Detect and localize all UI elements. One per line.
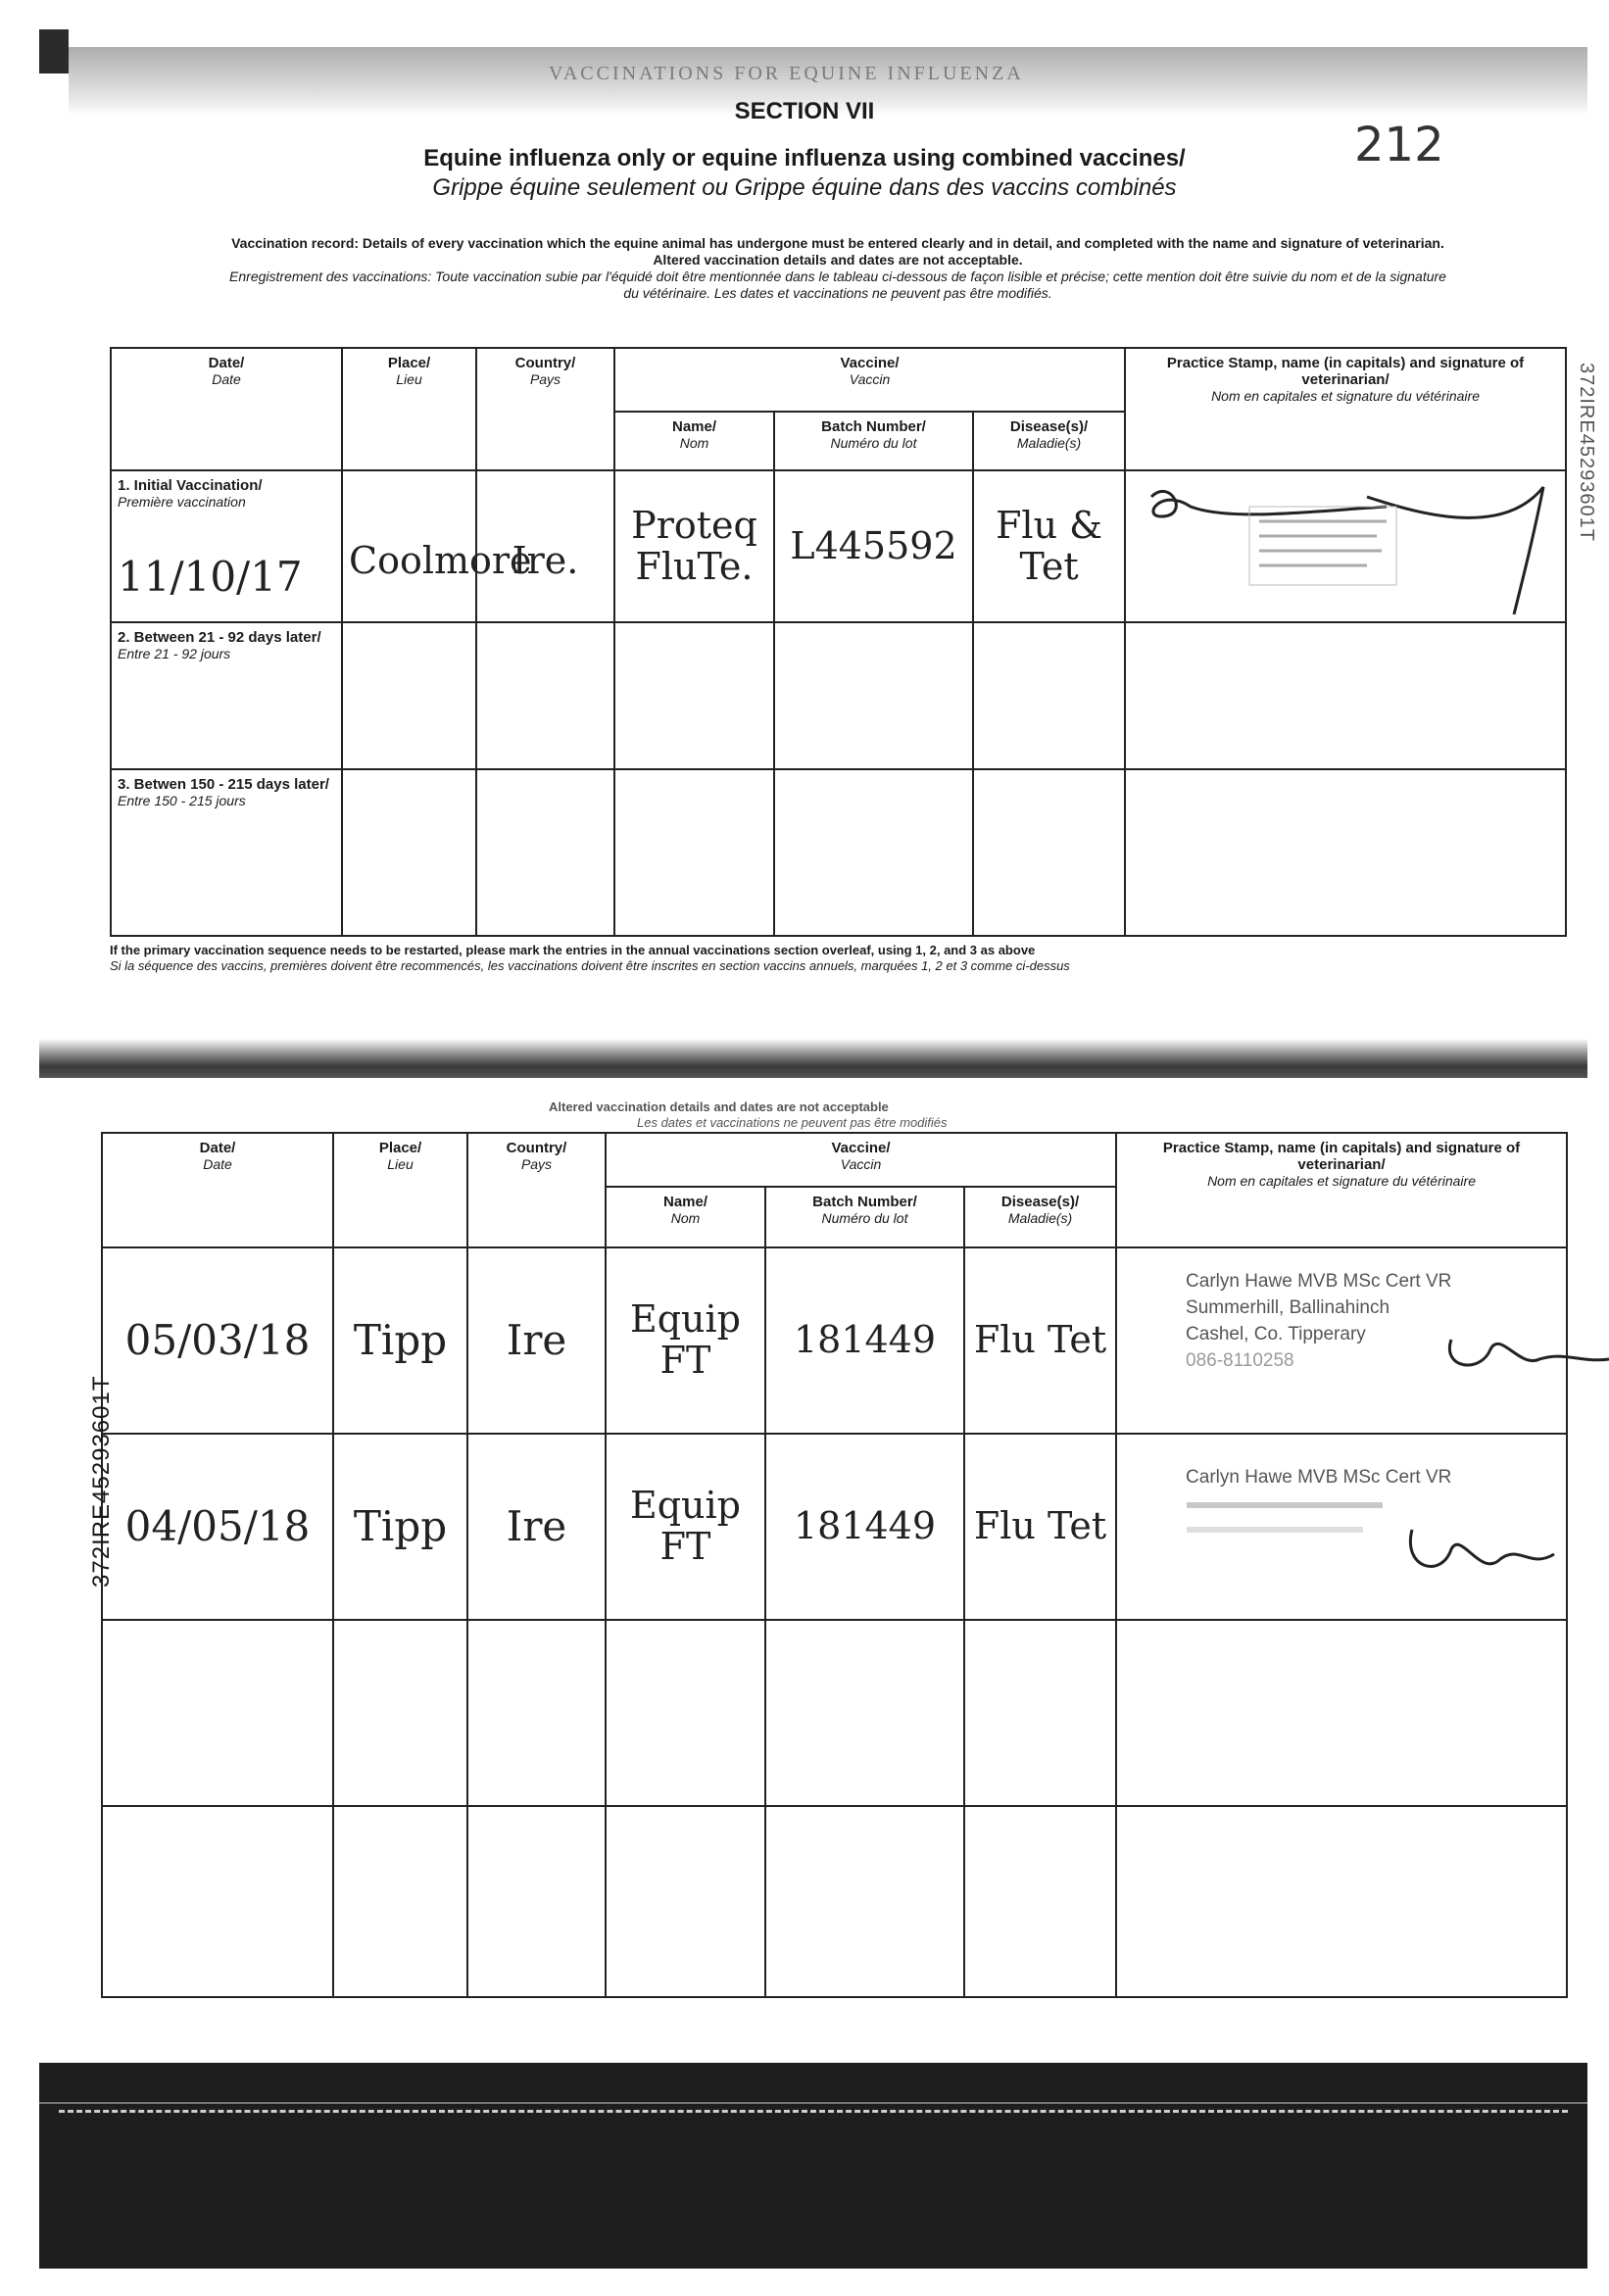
date-value: 11/10/17 (118, 553, 303, 601)
header-vaccine-name: Name/ Nom (606, 1187, 765, 1247)
disease-cell (973, 769, 1125, 936)
vertical-id: 372IRE45293601T (88, 1375, 115, 1588)
country-cell (476, 622, 614, 769)
stamp-line: Carlyn Hawe MVB MSc Cert VR (1186, 1467, 1452, 1488)
vaccine-name-cell (606, 1806, 765, 1997)
batch-cell: 181449 (765, 1434, 964, 1620)
header-date: Date/ Date (111, 348, 342, 470)
signature-scribble (1441, 1330, 1609, 1379)
scan-bottom-band (39, 2063, 1587, 2269)
footnote-en: If the primary vaccination sequence needs to be restarted, please mark the entries in the annual vaccinations section overleaf, using 1, 2, and 3 as above (110, 943, 1036, 957)
subtitle-en: Equine influenza only or equine influenza using combined vaccines/ (423, 145, 1186, 171)
vaccine-name-cell (614, 622, 774, 769)
disease-cell: Flu Tet (964, 1247, 1116, 1434)
batch-cell (774, 622, 973, 769)
table-row (102, 1620, 1567, 1806)
header-vaccine: Vaccine/ Vaccin (606, 1133, 1116, 1187)
disease-cell (973, 622, 1125, 769)
country-cell: Ire. (476, 470, 614, 622)
place-cell (342, 769, 476, 936)
practice-stamp-cell (1116, 1434, 1567, 1620)
header-vaccine: Vaccine/ Vaccin (614, 348, 1125, 412)
footnote-fr: Si la séquence des vaccins, premières doivent être recommencés, les vaccinations doivent être inscrites en section vaccins annuels, marquées 1, 2 et 3 comme ci-dessus (110, 958, 1070, 973)
header-batch-number: Batch Number/ Numéro du lot (765, 1187, 964, 1247)
practice-stamp-cell (1116, 1806, 1567, 1997)
subtitle-fr: Grippe équine seulement ou Grippe équine dans des vaccins combinés (432, 174, 1177, 201)
place-cell (333, 1806, 467, 1997)
annual-notice-fr: Les dates et vaccinations ne peuvent pas être modifiés (637, 1115, 948, 1130)
batch-cell: 181449 (765, 1247, 964, 1434)
disease-cell: Flu & Tet (973, 470, 1125, 622)
place-cell: Coolmore (342, 470, 476, 622)
scan-edge-shadow (39, 29, 69, 73)
header-country: Country/ Pays (467, 1133, 606, 1247)
annual-vaccination-table (101, 1132, 1568, 1998)
date-cell: 05/03/18 (102, 1247, 333, 1434)
stamp-line: Summerhill, Ballinahinch (1186, 1297, 1390, 1318)
row-label: 2. Between 21 - 92 days later/ Entre 21 - 92 jours (111, 622, 342, 769)
country-cell: Ire (467, 1247, 606, 1434)
practice-stamp-cell (1125, 470, 1566, 622)
instruction-en-altered: Altered vaccination details and dates are not acceptable. (653, 252, 1023, 268)
table-row (102, 1434, 1567, 1620)
practice-stamp-cell (1116, 1247, 1567, 1434)
place-cell: Tipp (333, 1247, 467, 1434)
country-cell (467, 1806, 606, 1997)
place-cell (342, 622, 476, 769)
vaccine-name-cell (606, 1620, 765, 1806)
practice-stamp-cell (1125, 769, 1566, 936)
practice-stamp-cell (1116, 1620, 1567, 1806)
table-row (111, 622, 1566, 769)
table-row (102, 1247, 1567, 1434)
row-label: 1. Initial Vaccination/ Première vaccination 11/10/17 (111, 470, 342, 622)
stamp-line: 086-8110258 (1186, 1350, 1294, 1371)
batch-cell (774, 769, 973, 936)
faded-heading: VACCINATIONS FOR EQUINE INFLUENZA (549, 63, 1024, 84)
stamp-line: Cashel, Co. Tipperary (1186, 1324, 1366, 1344)
handwritten-page-number: 212 (1354, 118, 1444, 172)
place-cell (333, 1620, 467, 1806)
batch-cell: L445592 (774, 470, 973, 622)
header-practice-stamp: Practice Stamp, name (in capitals) and signature of veterinarian/ Nom en capitales et signature du vétérinaire (1116, 1133, 1567, 1247)
header-vaccine-name: Name/ Nom (614, 412, 774, 470)
stamp-line: Carlyn Hawe MVB MSc Cert VR (1186, 1271, 1452, 1292)
country-cell: Ire (467, 1434, 606, 1620)
vaccine-name-cell: Equip FT (606, 1247, 765, 1434)
vaccine-name-cell: Proteq FluTe. (614, 470, 774, 622)
vaccine-name-cell: Equip FT (606, 1434, 765, 1620)
date-cell (102, 1620, 333, 1806)
disease-cell: Flu Tet (964, 1434, 1116, 1620)
country-cell (467, 1620, 606, 1806)
disease-cell (964, 1620, 1116, 1806)
header-country: Country/ Pays (476, 348, 614, 470)
header-place: Place/ Lieu (342, 348, 476, 470)
table-row (111, 769, 1566, 936)
date-cell (102, 1806, 333, 1997)
vertical-id-top: 372IRE45293601T (1576, 363, 1597, 542)
place-cell: Tipp (333, 1434, 467, 1620)
disease-cell (964, 1806, 1116, 1997)
instruction-en: Vaccination record: Details of every vaccination which the equine animal has undergone must be entered clearly and in detail, and completed with the name and signature of veterinarian. (231, 235, 1444, 251)
header-practice-stamp: Practice Stamp, name (in capitals) and signature of veterinarian/ Nom en capitales et signature du vétérinaire (1125, 348, 1566, 470)
header-date: Date/ Date (102, 1133, 333, 1247)
header-disease: Disease(s)/ Maladie(s) (964, 1187, 1116, 1247)
batch-cell (765, 1806, 964, 1997)
header-batch-number: Batch Number/ Numéro du lot (774, 412, 973, 470)
header-disease: Disease(s)/ Maladie(s) (973, 412, 1125, 470)
section-title: SECTION VII (734, 98, 875, 124)
instruction-fr-cont: du vétérinaire. Les dates et vaccinations ne peuvent pas être modifiés. (623, 285, 1052, 301)
table-row (111, 470, 1566, 622)
batch-cell (765, 1620, 964, 1806)
practice-stamp-cell (1125, 622, 1566, 769)
date-cell: 04/05/18 (102, 1434, 333, 1620)
vaccine-name-cell (614, 769, 774, 936)
annual-notice-en: Altered vaccination details and dates are not acceptable (549, 1099, 889, 1114)
stamp-and-signature (1187, 1490, 1559, 1598)
country-cell (476, 769, 614, 936)
signature-scribble (1132, 477, 1553, 614)
instruction-fr: Enregistrement des vaccinations: Toute vaccination subie par l'équidé doit être mentionnée dans le tableau ci-dessous de façon lisible et précise; cette mention doit être suivie du nom et de la signature (229, 269, 1446, 284)
scan-page-fold (39, 1039, 1587, 1078)
table-row (102, 1806, 1567, 1997)
primary-vaccination-table (110, 347, 1567, 937)
row-label: 3. Betwen 150 - 215 days later/ Entre 150 - 215 jours (111, 769, 342, 936)
header-place: Place/ Lieu (333, 1133, 467, 1247)
